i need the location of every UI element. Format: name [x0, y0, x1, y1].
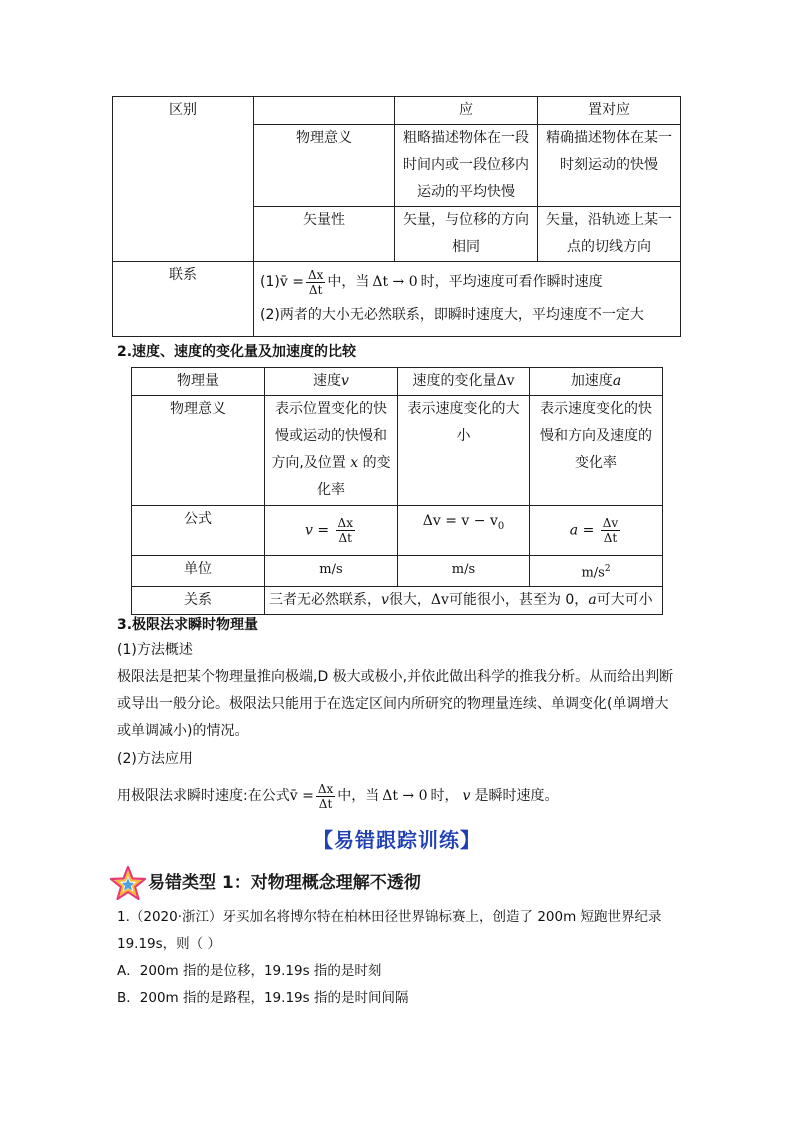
cell-line: 点的切线方向: [567, 239, 651, 255]
question-line: 19.19s，则（ ）: [117, 936, 221, 952]
cell-text: 的变: [362, 455, 391, 471]
fraction-numerator: Δv: [602, 516, 619, 530]
section-2-heading: 2.速度、速度的变化量及加速度的比较: [117, 344, 357, 360]
table2-unit-accel: [530, 556, 663, 587]
fraction-numerator: Δx: [317, 781, 334, 796]
cell-line: 精确描述物体在某一: [546, 130, 672, 146]
application-text: 时，: [430, 787, 459, 804]
table1-diff-spacer-2: [113, 207, 254, 262]
cell-line: 变化率: [575, 455, 617, 471]
question-1: [117, 904, 687, 1012]
table1-physics-avg: [395, 125, 538, 207]
v-symbol: v: [381, 592, 389, 609]
cell-line: 矢量，与位移的方向: [403, 212, 529, 228]
fraction: [316, 782, 335, 811]
table2-unit-delta-v: m/s: [398, 556, 530, 587]
cell-line: 表示速度变化的大: [407, 401, 520, 417]
fraction-denominator: Δt: [603, 531, 618, 545]
cell-line: 慢和方向及速度的: [540, 428, 652, 444]
star-icon-svg: [110, 866, 146, 900]
fraction: [336, 516, 355, 545]
x-symbol: x: [350, 455, 359, 471]
relation-text: 时，平均速度可看作瞬时速度: [420, 273, 603, 290]
fraction: [306, 268, 325, 297]
table2-formula-label: 公式: [132, 506, 265, 556]
relation-text: 三者无必然联系，: [269, 592, 381, 609]
table1-header-inst: 置对应: [538, 97, 681, 125]
relation-text: 可能很小，甚至为 0，: [448, 592, 589, 609]
table2-header-delta-v: [398, 368, 530, 396]
unit-text: m/s: [581, 565, 605, 581]
formula-subscript: 0: [497, 520, 505, 532]
formula-lhs: a =: [569, 522, 595, 539]
comparison-table-1: [112, 96, 681, 337]
method-overview-paragraph: [117, 664, 687, 745]
cell-line: 表示位置变化的快: [275, 401, 387, 417]
option-b: B．200m 指的是路程，19.19s 指的是时间间隔: [117, 990, 409, 1006]
table2-physics-velocity: [265, 396, 398, 506]
cell-line: 运动的平均快慢: [417, 184, 515, 200]
star-icon: [110, 866, 146, 900]
relation-text: 中，当: [327, 273, 370, 290]
header-text: 速度的变化量: [412, 373, 497, 389]
table1-header-avg: 应: [395, 97, 538, 125]
table2-formula-accel: [530, 506, 663, 556]
cell-text: 方向,及位置: [271, 455, 346, 471]
fraction-numerator: Δx: [337, 516, 353, 530]
cell-line: [269, 450, 393, 477]
method-overview-title: (1)方法概述: [117, 642, 193, 658]
paragraph-line: 或导出一般分论。极限法只能用于在选定区间内所研究的物理量连续、单调变化(单调增大: [117, 696, 669, 712]
limit-condition: Δt → 0: [382, 787, 428, 804]
vbar-symbol: v̄ =: [279, 273, 304, 290]
table1-header-blank: [254, 97, 395, 125]
method-application-title: (2)方法应用: [117, 751, 193, 767]
fraction-denominator: Δt: [338, 531, 353, 545]
section-3-heading: 3.极限法求瞬时物理量: [117, 617, 259, 633]
header-symbol: Δv: [496, 373, 515, 389]
error-type-title: 易错类型 1：对物理概念理解不透彻: [148, 873, 421, 893]
question-line: 1.（2020·浙江）牙买加名将博尔特在柏林田径世界锦标赛上，创造了 200m 短跑世界纪录: [117, 909, 662, 925]
table2-physics-delta-v: [398, 396, 530, 506]
header-text: 加速度: [570, 373, 613, 389]
table2-unit-velocity: m/s: [265, 556, 398, 587]
unit-superscript: 2: [604, 564, 611, 574]
fraction-numerator: Δx: [307, 267, 324, 282]
relation-line-1: [260, 262, 676, 302]
method-application-line: [117, 776, 687, 816]
application-text: 是瞬时速度。: [474, 787, 559, 804]
relation-text: 很大，: [388, 592, 431, 609]
table2-header-quantity: 物理量: [132, 368, 265, 396]
error-tracking-banner: 【易错跟踪训练】: [313, 828, 481, 852]
limit-condition: Δt → 0: [372, 273, 418, 290]
cell-line: 化率: [317, 482, 345, 498]
table1-diff-spacer: [113, 125, 254, 207]
table1-physics-inst: [538, 125, 681, 207]
table1-vector-avg: [395, 207, 538, 262]
cell-line: 表示速度变化的快: [540, 401, 652, 417]
paragraph-line: 极限法是把某个物理量推向极端,D 极大或极小,并依此做出科学的推我分析。从而给出判断: [117, 669, 674, 685]
relation-text: 可大可小: [596, 592, 653, 609]
header-symbol: a: [612, 373, 622, 389]
table1-vector-inst: [538, 207, 681, 262]
table2-physics-label: 物理意义: [132, 396, 265, 506]
cell-line: 粗略描述物体在一段: [403, 130, 529, 146]
table1-vector-label: 矢量性: [254, 207, 395, 262]
comparison-table-2: [131, 367, 663, 615]
vbar-symbol: v̄ =: [289, 787, 314, 804]
table2-unit-label: 单位: [132, 556, 265, 587]
table1-relation-label: 联系: [113, 262, 254, 337]
formula-text: Δv = v − v: [422, 513, 498, 529]
paragraph-line: 或单调减小)的情况。: [117, 723, 249, 739]
a-symbol: a: [588, 592, 597, 609]
table1-header-diff: 区别: [113, 97, 254, 125]
table2-physics-accel: [530, 396, 663, 506]
cell-line: 小: [456, 428, 471, 444]
header-text: 速度: [313, 373, 342, 389]
header-symbol: v: [341, 373, 349, 389]
table2-header-velocity: [265, 368, 398, 396]
cell-line: 慢或运动的快慢和: [275, 428, 387, 444]
table2-relation-label: 关系: [132, 587, 265, 615]
delta-v-symbol: Δv: [430, 592, 449, 609]
formula-lhs: v =: [305, 522, 330, 539]
fraction-denominator: Δt: [308, 282, 323, 297]
cell-line: 时间内或一段位移内: [403, 157, 529, 173]
option-a: A．200m 指的是位移，19.19s 指的是时刻: [117, 963, 382, 979]
cell-line: 矢量，沿轨迹上某一: [546, 212, 672, 228]
fraction-denominator: Δt: [318, 796, 333, 811]
table2-formula-velocity: [265, 506, 398, 556]
relation-line-2: (2)两者的大小无必然联系，即瞬时速度大，平均速度不一定大: [260, 307, 644, 323]
table2-formula-delta-v: [398, 506, 530, 556]
application-text: 用极限法求瞬时速度:在公式: [117, 787, 290, 804]
table2-relation-content: [265, 587, 663, 615]
table2-header-accel: [530, 368, 663, 396]
cell-line: 时刻运动的快慢: [560, 157, 658, 173]
table1-relation-content: [254, 262, 681, 337]
application-text: 中，当: [337, 787, 380, 804]
v-symbol: v: [462, 787, 471, 804]
cell-line: 相同: [452, 239, 480, 255]
fraction: [601, 516, 620, 545]
relation-prefix: (1): [260, 273, 280, 290]
table1-physics-label: 物理意义: [254, 125, 395, 207]
